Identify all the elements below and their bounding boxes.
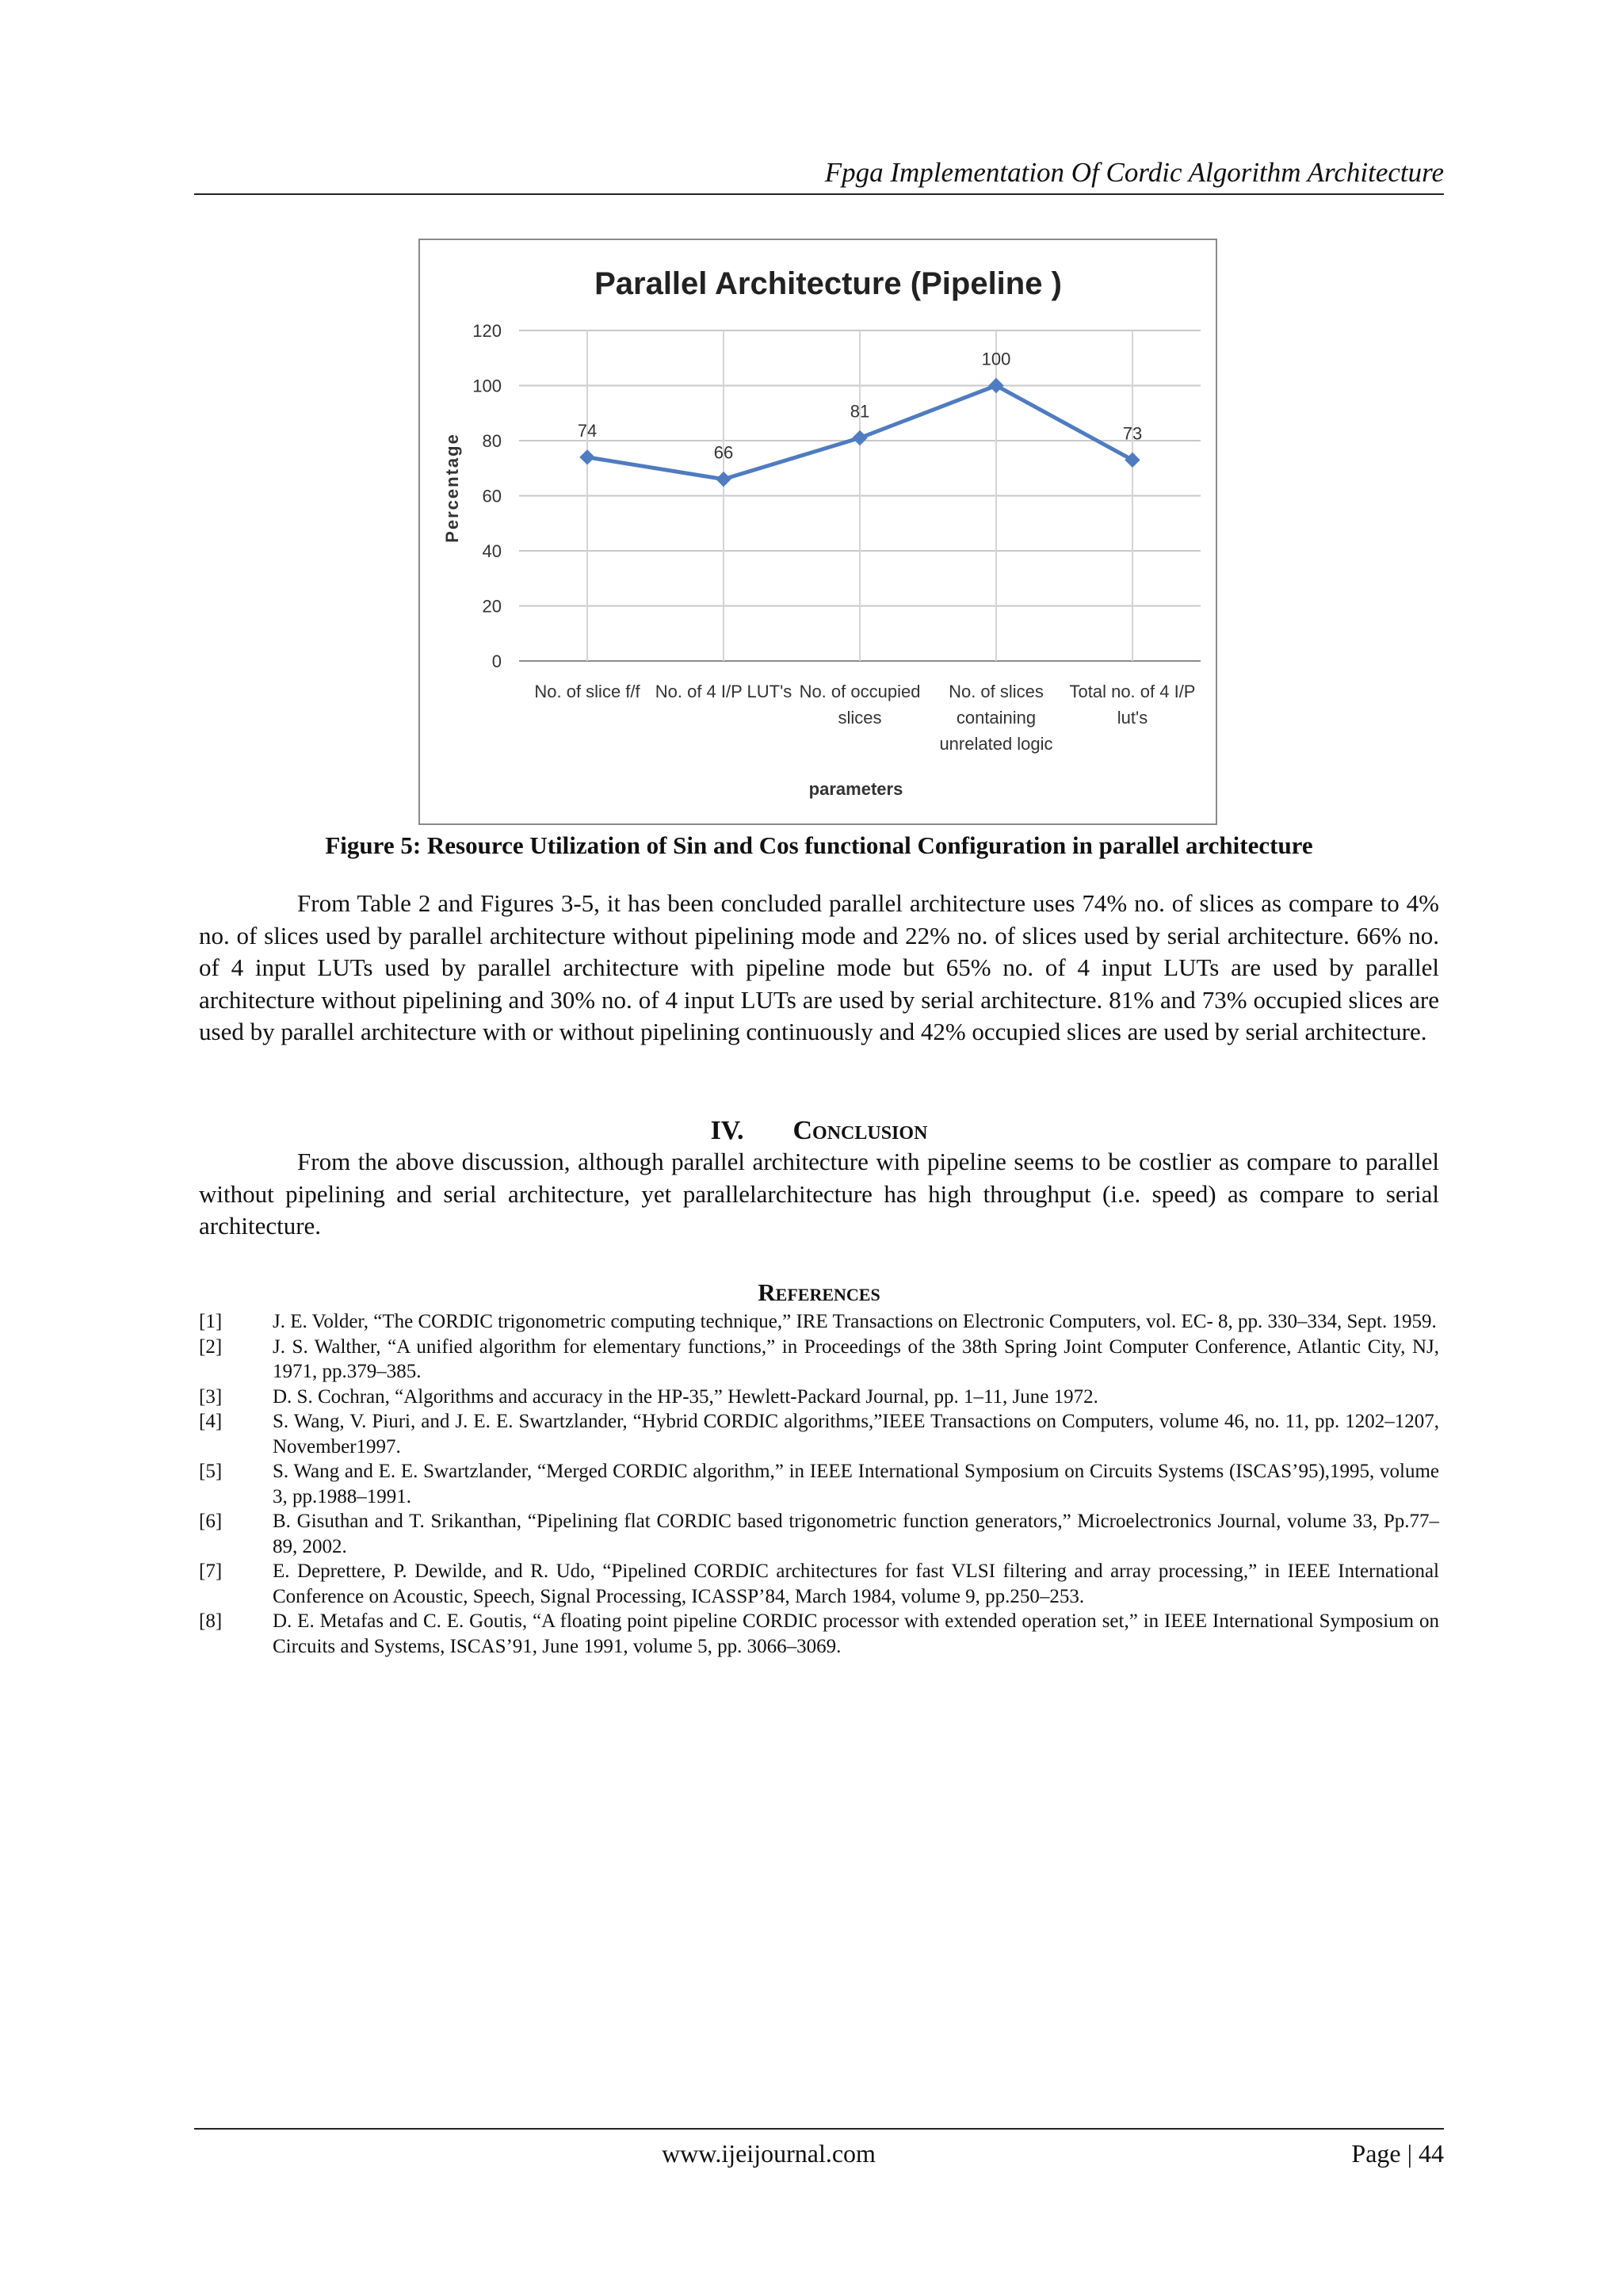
x-tick-label: No. of slices — [949, 682, 1044, 701]
reference-item — [199, 1409, 1439, 1459]
data-label: 100 — [981, 349, 1011, 369]
data-label: 66 — [713, 442, 734, 463]
reference-number: [6] — [199, 1511, 223, 1532]
x-tick-label: No. of slice f/f — [534, 682, 640, 701]
body-paragraph: From Table 2 and Figures 3-5, it has been concluded parallel architecture uses 74% no. of slices as compare to 4% no. of slices used by parallel architecture without pipelining mode and 22% no. of slices used by serial architecture. 66% no. of 4 input LUTs used by parallel architecture with pipeline mode but 65% no. of 4 input LUTs are used by parallel architecture without pipelining and 30% no. of 4 input LUTs are used by serial architecture. 81% and 73% occupied slices are used by parallel architecture with or without pipelining continuously and 42% occupied slices are used by serial architecture. — [199, 889, 1439, 1045]
reference-text: S. Wang and E. E. Swartzlander, “Merged CORDIC algorithm,” in IEEE International Symposium on Circuits Systems (ISCAS’95),1995, volume 3, pp.1988–1991. — [273, 1461, 1439, 1507]
section-heading — [194, 1114, 1444, 1148]
x-tick-label: Total no. of 4 I/P — [1069, 682, 1196, 701]
reference-item — [199, 1309, 1439, 1335]
data-point-marker — [1125, 453, 1140, 467]
reference-number: [7] — [199, 1561, 223, 1582]
y-tick-label: 100 — [472, 376, 502, 396]
reference-text: D. E. Metafas and C. E. Goutis, “A floating point pipeline CORDIC processor with extended operation set,” in IEEE International Symposium on Circuits and Systems, ISCAS’91, June 1991, volume 5, pp. 3066–3069. — [273, 1610, 1439, 1657]
page-number: Page | 44 — [1351, 2139, 1444, 2168]
data-point-marker — [716, 472, 731, 487]
reference-item — [199, 1335, 1439, 1385]
y-tick-label: 0 — [491, 651, 502, 671]
references-heading: References — [758, 1278, 880, 1306]
reference-text: J. S. Walther, “A unified algorithm for elementary functions,” in Proceedings of the 38th Spring Joint Computer Conference, Atlantic City, NJ, 1971, pp.379–385. — [273, 1335, 1439, 1382]
data-label: 73 — [1122, 423, 1143, 444]
reference-text: S. Wang, V. Piuri, and J. E. E. Swartzlander, “Hybrid CORDIC algorithms,”IEEE Transactions on Computers, volume 46, no. 11, pp. 1202–1207, November1997. — [273, 1411, 1439, 1457]
y-tick-label: 20 — [482, 596, 502, 617]
x-tick-label: No. of occupied — [799, 682, 921, 701]
x-axis-label: parameters — [808, 779, 903, 799]
reference-number: [3] — [199, 1385, 223, 1408]
chart-title: Parallel Architecture (Pipeline ) — [594, 266, 1062, 301]
reference-number: [8] — [199, 1610, 223, 1632]
running-header-title: Fpga Implementation Of Cordic Algorithm Architecture — [824, 157, 1444, 188]
data-point-marker — [580, 450, 594, 464]
footer-rule — [194, 2128, 1444, 2130]
x-tick-label: lut's — [1117, 708, 1148, 728]
reference-number: [2] — [199, 1335, 223, 1358]
conclusion-paragraph: From the above discussion, although parallel architecture with pipeline seems to be costlier as compare to parallel without pipelining and serial architecture, yet parallelarchitecture has high throughput (i.e. speed) as compare to serial architecture. — [199, 1148, 1439, 1240]
y-tick-label: 40 — [482, 541, 502, 561]
y-tick-label: 120 — [472, 321, 502, 341]
reference-item — [199, 1559, 1439, 1609]
y-axis-label: Percentage — [442, 433, 462, 543]
reference-number: [1] — [199, 1311, 223, 1332]
x-tick-label: No. of 4 I/P LUT's — [655, 682, 792, 701]
reference-number: [4] — [199, 1411, 223, 1432]
line-chart — [420, 240, 1216, 823]
x-tick-label: slices — [838, 708, 882, 728]
y-tick-label: 80 — [482, 431, 502, 451]
x-tick-label: unrelated logic — [939, 734, 1053, 754]
data-label: 74 — [577, 420, 598, 441]
x-tick-label: containing — [956, 708, 1037, 728]
reference-text: J. E. Volder, “The CORDIC trigonometric computing technique,” IRE Transactions on Electronic Computers, vol. EC- 8, pp. 330–334, Sept. 1959. — [273, 1311, 1437, 1332]
reference-item — [199, 1609, 1439, 1659]
reference-item — [199, 1459, 1439, 1509]
reference-number: [5] — [199, 1461, 223, 1482]
section-number: IV. — [710, 1116, 744, 1145]
data-label: 81 — [850, 401, 870, 422]
section-title: Conclusion — [792, 1116, 928, 1145]
header-rule — [194, 193, 1444, 195]
footer-url: www.ijeijournal.com — [662, 2139, 876, 2168]
y-tick-label: 60 — [482, 486, 502, 506]
reference-list — [199, 1309, 1439, 1659]
figure-5-chart — [418, 239, 1217, 825]
reference-text: E. Deprettere, P. Dewilde, and R. Udo, “Pipelined CORDIC architectures for fast VLSI filtering and array processing,” in IEEE International Conference on Acoustic, Speech, Signal Processing, ICASSP’84, March 1984, volume 9, pp.250–253. — [273, 1561, 1439, 1607]
figure-caption: Figure 5: Resource Utilization of Sin and Cos functional Configuration in parallel architecture — [325, 831, 1313, 859]
reference-item — [199, 1385, 1439, 1410]
reference-text: D. S. Cochran, “Algorithms and accuracy in the HP-35,” Hewlett-Packard Journal, pp. 1–11, June 1972. — [273, 1385, 1098, 1408]
reference-text: B. Gisuthan and T. Srikanthan, “Pipelining flat CORDIC based trigonometric function generators,” Microelectronics Journal, volume 33, Pp.77–89, 2002. — [273, 1511, 1439, 1557]
reference-item — [199, 1509, 1439, 1559]
data-point-marker — [853, 431, 867, 445]
data-point-marker — [989, 379, 1003, 393]
